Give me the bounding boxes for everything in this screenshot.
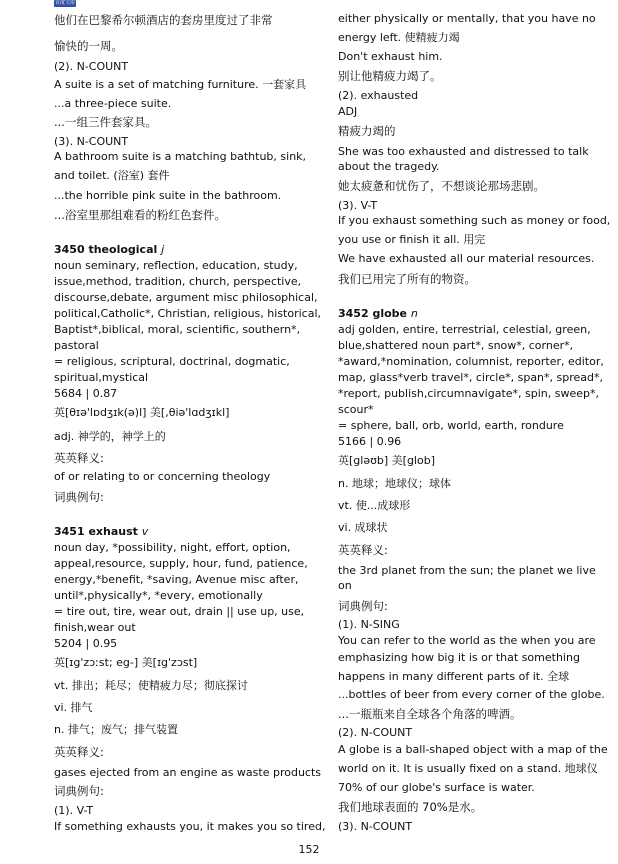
- text-line: the 3rd planet from the sun; the planet we live: [338, 564, 596, 577]
- page-number: 152: [298, 843, 320, 856]
- text-line: You can refer to the world as the when you are: [338, 634, 596, 647]
- text-line: 英[θɪə'lɒdʒɪk(ə)l] 美[,θiə'lɑdʒɪkl]: [54, 406, 230, 419]
- text-line: (2). N-COUNT: [54, 60, 129, 73]
- text-line: map, glass*verb travel*, circle*, span*, spread*,: [338, 371, 604, 384]
- text-line: 精疲力竭的: [338, 124, 396, 138]
- text-line: (2). exhausted: [338, 89, 419, 102]
- text-line: n. 地球；地球仪；球体: [338, 477, 451, 490]
- text-line: 别让他精疲力竭了。: [338, 69, 442, 83]
- part-of-speech: n: [410, 307, 418, 320]
- text-line: 英英释义:: [338, 543, 388, 557]
- text-line: 他们在巴黎希尔顿酒店的套房里度过了非常: [54, 13, 273, 27]
- text-line: emphasizing how big it is or that something: [338, 651, 580, 664]
- text-line: = religious, scriptural, doctrinal, dogmatic,: [54, 355, 290, 368]
- text-line: vt. 排出；耗尽；使精疲力尽；彻底探讨: [54, 679, 248, 692]
- text-line: about the tragedy.: [338, 160, 440, 173]
- part-of-speech: v: [141, 525, 149, 538]
- text-line: gases ejected from an engine as waste products: [54, 766, 322, 779]
- entry-heading: [338, 307, 418, 321]
- text-line: 词典例句:: [54, 784, 104, 798]
- entry-number: 3452: [338, 307, 369, 320]
- text-line: 英[ɪg'zɔːst; eg-] 美[ɪg'zɔst]: [54, 656, 198, 669]
- text-line: = sphere, ball, orb, world, earth, rondure: [338, 419, 564, 432]
- text-line: until*,physically*, *every, emotionally: [54, 589, 263, 602]
- text-line: vi. 成球状: [338, 521, 388, 534]
- entry-number: 3451: [54, 525, 85, 538]
- text-line: noun seminary, reflection, education, study,: [54, 259, 298, 272]
- text-line: A suite is a set of matching furniture. 一套家具: [54, 78, 307, 91]
- text-line: pastoral: [54, 339, 99, 352]
- text-line: blue,shattered noun part*, snow*, corner*,: [338, 339, 574, 352]
- text-line: 5204 | 0.95: [54, 637, 118, 650]
- text-line: 愉快的一周。: [54, 39, 123, 53]
- text-line: (1). V-T: [54, 804, 94, 817]
- text-line: She was too exhausted and distressed to talk: [338, 145, 589, 158]
- text-line: (3). N-COUNT: [338, 820, 413, 833]
- text-line: n. 排气；废气；排气装置: [54, 723, 178, 736]
- headword: globe: [372, 307, 408, 320]
- text-line: Baptist*,biblical, moral, scientific, southern*,: [54, 323, 301, 336]
- text-line: ...一组三件套家具。: [54, 115, 157, 129]
- text-line: energy left. 使精疲力竭: [338, 31, 460, 44]
- text-line: *award,*nomination, columnist, reporter, editor,: [338, 355, 604, 368]
- text-line: adj golden, entire, terrestrial, celestial, green,: [338, 323, 591, 336]
- text-line: (3). V-T: [338, 199, 378, 212]
- headword: exhaust: [88, 525, 138, 538]
- text-line: energy,*benefit, *saving, Avenue misc after,: [54, 573, 299, 586]
- text-line: 英[gləʊb] 美[glob]: [338, 454, 435, 467]
- watermark-stamp: 百度文库: [54, 0, 75, 6]
- text-line: (3). N-COUNT: [54, 135, 129, 148]
- text-line: issue,method, tradition, church, perspective,: [54, 275, 302, 288]
- text-line: spiritual,mystical: [54, 371, 149, 384]
- text-line: 她太疲惫和忧伤了，不想谈论那场悲剧。: [338, 179, 545, 193]
- text-line: Don't exhaust him.: [338, 50, 443, 63]
- text-line: political,Catholic*, Christian, religious, historical,: [54, 307, 322, 320]
- text-line: If you exhaust something such as money or food,: [338, 214, 611, 227]
- text-line: either physically or mentally, that you have no: [338, 12, 596, 25]
- text-line: 词典例句:: [338, 599, 388, 613]
- text-line: 70% of our globe's surface is water.: [338, 781, 535, 794]
- text-line: 英英释义:: [54, 451, 104, 465]
- text-line: scour*: [338, 403, 374, 416]
- entry-number: 3450: [54, 243, 85, 256]
- text-line: on: [338, 579, 352, 592]
- text-line: ...bottles of beer from every corner of the globe.: [338, 688, 605, 701]
- text-line: vt. 使...成球形: [338, 499, 411, 512]
- text-line: A bathroom suite is a matching bathtub, sink,: [54, 150, 307, 163]
- text-line: ADJ: [338, 105, 358, 118]
- text-line: happens in many different parts of it. 全球: [338, 670, 570, 683]
- text-line: If something exhausts you, it makes you so tired,: [54, 820, 326, 833]
- text-line: ...一瓶瓶来自全球各个角落的啤酒。: [338, 707, 522, 721]
- text-line: ...a three-piece suite.: [54, 97, 172, 110]
- entry-heading: [54, 525, 148, 539]
- text-line: adj. 神学的，神学上的: [54, 430, 166, 443]
- text-line: world on it. It is usually fixed on a stand. 地球仪: [338, 762, 598, 775]
- text-line: ...the horrible pink suite in the bathroom.: [54, 189, 282, 202]
- text-line: 英英释义:: [54, 745, 104, 759]
- text-line: A globe is a ball-shaped object with a map of the: [338, 743, 608, 756]
- text-line: discourse,debate, argument misc philosophical,: [54, 291, 318, 304]
- text-line: (1). N-SING: [338, 618, 400, 631]
- text-line: (2). N-COUNT: [338, 726, 413, 739]
- text-line: 词典例句:: [54, 490, 104, 504]
- text-line: 我们已用完了所有的物资。: [338, 272, 476, 286]
- text-line: We have exhausted all our material resources.: [338, 252, 595, 265]
- text-line: *report, publish,circumnavigate*, spin, sweep*,: [338, 387, 600, 400]
- text-line: = tire out, tire, wear out, drain || use up, use,: [54, 605, 305, 618]
- text-line: vi. 排气: [54, 701, 93, 714]
- entry-heading: [54, 243, 164, 257]
- text-line: you use or finish it all. 用完: [338, 233, 486, 246]
- text-line: ...浴室里那组难看的粉红色套件。: [54, 208, 226, 222]
- text-line: 5166 | 0.96: [338, 435, 402, 448]
- part-of-speech: j: [161, 243, 165, 256]
- text-line: of or relating to or concerning theology: [54, 470, 271, 483]
- text-line: finish,wear out: [54, 621, 136, 634]
- text-line: appeal,resource, supply, hour, fund, patience,: [54, 557, 308, 570]
- text-line: 5684 | 0.87: [54, 387, 118, 400]
- headword: theological: [88, 243, 158, 256]
- text-line: and toilet. (浴室) 套件: [54, 169, 170, 182]
- text-line: noun day, *possibility, night, effort, option,: [54, 541, 291, 554]
- text-line: 我们地球表面的 70%是水。: [338, 800, 483, 814]
